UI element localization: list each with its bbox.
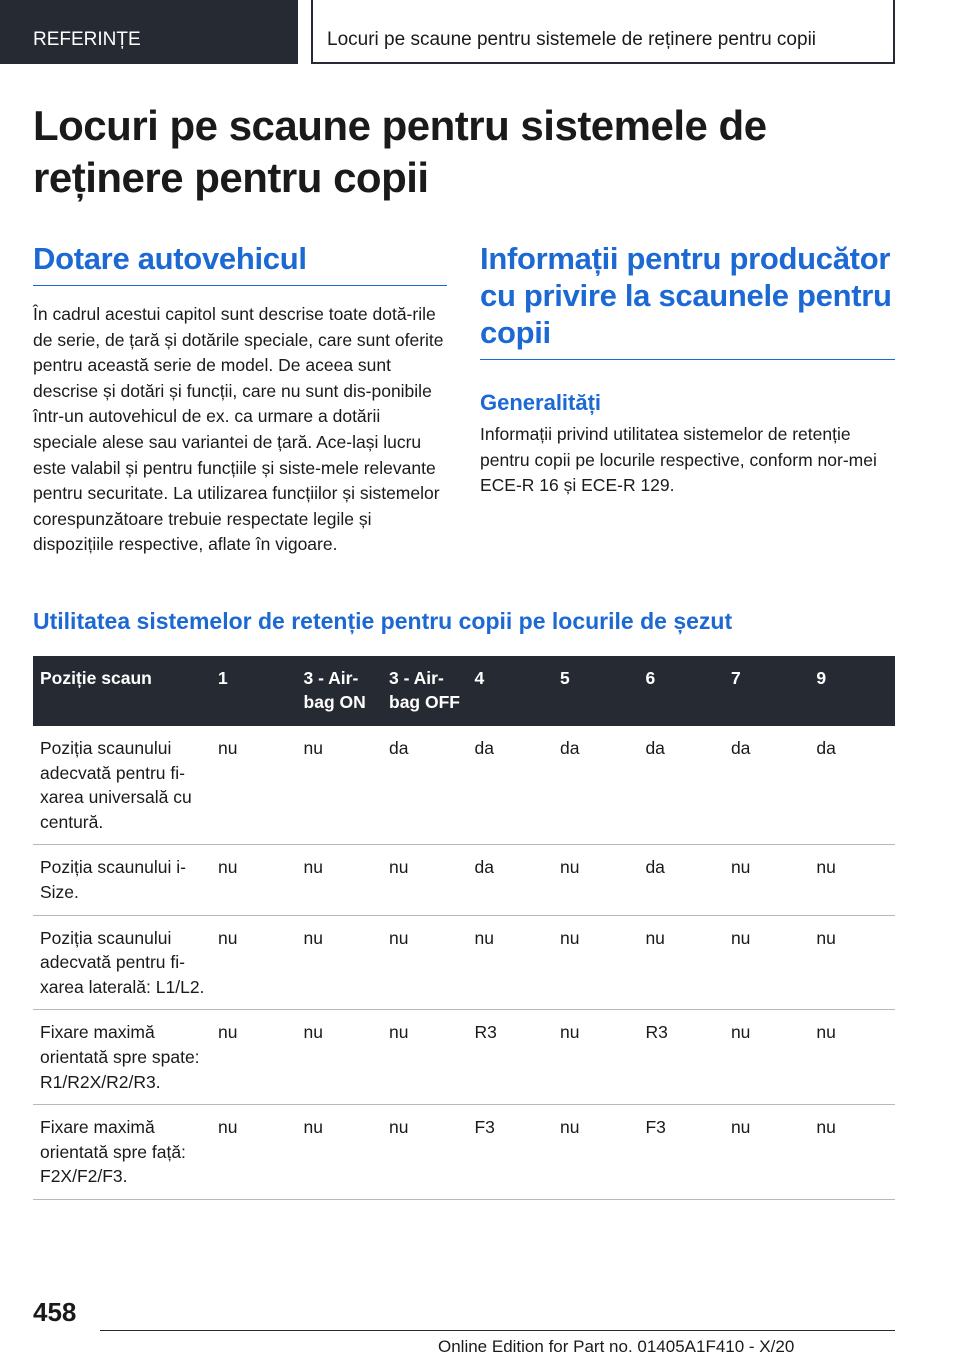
table-cell: da	[638, 845, 723, 915]
table-cell: nu	[382, 845, 467, 915]
table-cell: nu	[809, 915, 895, 1010]
table-cell: da	[809, 726, 895, 845]
table-cell: da	[553, 726, 638, 845]
header-cell: 6	[638, 656, 723, 726]
header-cell: Poziție scaun	[33, 656, 211, 726]
table-cell: nu	[638, 915, 723, 1010]
table-cell: da	[638, 726, 723, 845]
table-cell: da	[382, 726, 467, 845]
table-cell: nu	[297, 1010, 382, 1105]
table-cell: nu	[553, 1010, 638, 1105]
vehicle-equipment-text: În cadrul acestui capitol sunt descrise toate dotă-rile de serie, de țară și dotările speciale, care sunt oferite pentru această serie de model. De aceea sunt descrise și dotări și funcții, care nu sunt dis-ponibile într-un autovehicul de ex. ca urmare a dotării speciale alese sau variantei de țară. Ace-lași lucru este valabil și pentru funcțiile și siste-mele relevante pentru securitate. La utilizarea funcțiilor și sistemelor corespunzătoare trebuie respectate legile și dispozițiile respective, aflate în vigoare.	[33, 304, 444, 555]
header-cell: 3 - Air-bag ON	[297, 656, 382, 726]
general-text: Informații privind utilitatea sistemelor de retenție pentru copii pe locurile respective, conform nor-mei ECE-R 16 și ECE-R 129.	[480, 424, 877, 496]
header-cell: 3 - Air-bag OFF	[382, 656, 467, 726]
table-row	[33, 1010, 895, 1105]
table-cell: nu	[382, 1010, 467, 1105]
table-cell: nu	[297, 726, 382, 845]
table-cell: nu	[382, 915, 467, 1010]
table-cell: nu	[297, 1105, 382, 1200]
page-title: Locuri pe scaune pentru sistemele de reținere pentru copii	[33, 102, 767, 201]
table-cell: nu	[724, 1010, 809, 1105]
section-label: REFERINȚE	[33, 29, 141, 50]
table-cell: R3	[638, 1010, 723, 1105]
table-cell: da	[467, 845, 552, 915]
header-cell: 7	[724, 656, 809, 726]
general-subheading: Generalități	[480, 390, 602, 415]
table-cell: nu	[467, 915, 552, 1010]
table-cell: R3	[467, 1010, 552, 1105]
table-cell: nu	[724, 845, 809, 915]
table-cell: nu	[724, 1105, 809, 1200]
table-cell: nu	[553, 915, 638, 1010]
table-cell: Fixare maximă orientată spre față: F2X/F2/F3.	[33, 1105, 211, 1200]
header-cell: 5	[553, 656, 638, 726]
table-cell: nu	[211, 845, 296, 915]
table-cell: nu	[553, 845, 638, 915]
table-cell: nu	[211, 726, 296, 845]
table-heading: Utilitatea sistemelor de retenție pentru copii pe locurile de șezut	[33, 608, 733, 634]
table-cell: nu	[809, 845, 895, 915]
table-row	[33, 1105, 895, 1200]
child-seat-suitability-table	[33, 656, 895, 1200]
table-header-row	[33, 656, 895, 726]
table-cell: nu	[553, 1105, 638, 1200]
table-cell: Poziția scaunului adecvată pentru fi-xarea universală cu centură.	[33, 726, 211, 845]
header-cell: 1	[211, 656, 296, 726]
edition-note: Online Edition for Part no. 01405A1F410 - X/20	[438, 1337, 795, 1356]
table-cell: nu	[297, 915, 382, 1010]
table-row	[33, 845, 895, 915]
table-cell: nu	[211, 1010, 296, 1105]
table-cell: da	[724, 726, 809, 845]
table-cell: Fixare maximă orientată spre spate: R1/R2X/R2/R3.	[33, 1010, 211, 1105]
section-tab	[0, 0, 298, 64]
table-cell: nu	[809, 1010, 895, 1105]
right-column	[480, 240, 895, 499]
header-cell: 9	[809, 656, 895, 726]
table-row	[33, 726, 895, 845]
table-cell: Poziția scaunului adecvată pentru fi-xarea laterală: L1/L2.	[33, 915, 211, 1010]
left-column	[33, 240, 447, 558]
table-cell: F3	[467, 1105, 552, 1200]
manufacturer-info-heading: Informații pentru producător cu privire la scaunele pentru copii	[480, 240, 895, 360]
table-cell: nu	[382, 1105, 467, 1200]
table-cell: nu	[211, 1105, 296, 1200]
table-cell: nu	[724, 915, 809, 1010]
table-row	[33, 915, 895, 1010]
page-number: 458	[33, 1297, 77, 1327]
header-cell: 4	[467, 656, 552, 726]
topic-label: Locuri pe scaune pentru sistemele de reținere pentru copii	[327, 29, 817, 50]
table-cell: F3	[638, 1105, 723, 1200]
table-cell: nu	[297, 845, 382, 915]
table-cell: da	[467, 726, 552, 845]
vehicle-equipment-heading: Dotare autovehicul	[33, 240, 447, 286]
footer-divider	[100, 1330, 895, 1331]
topic-tab	[311, 0, 895, 64]
table-cell: Poziția scaunului i-Size.	[33, 845, 211, 915]
table-cell: nu	[809, 1105, 895, 1200]
table-cell: nu	[211, 915, 296, 1010]
